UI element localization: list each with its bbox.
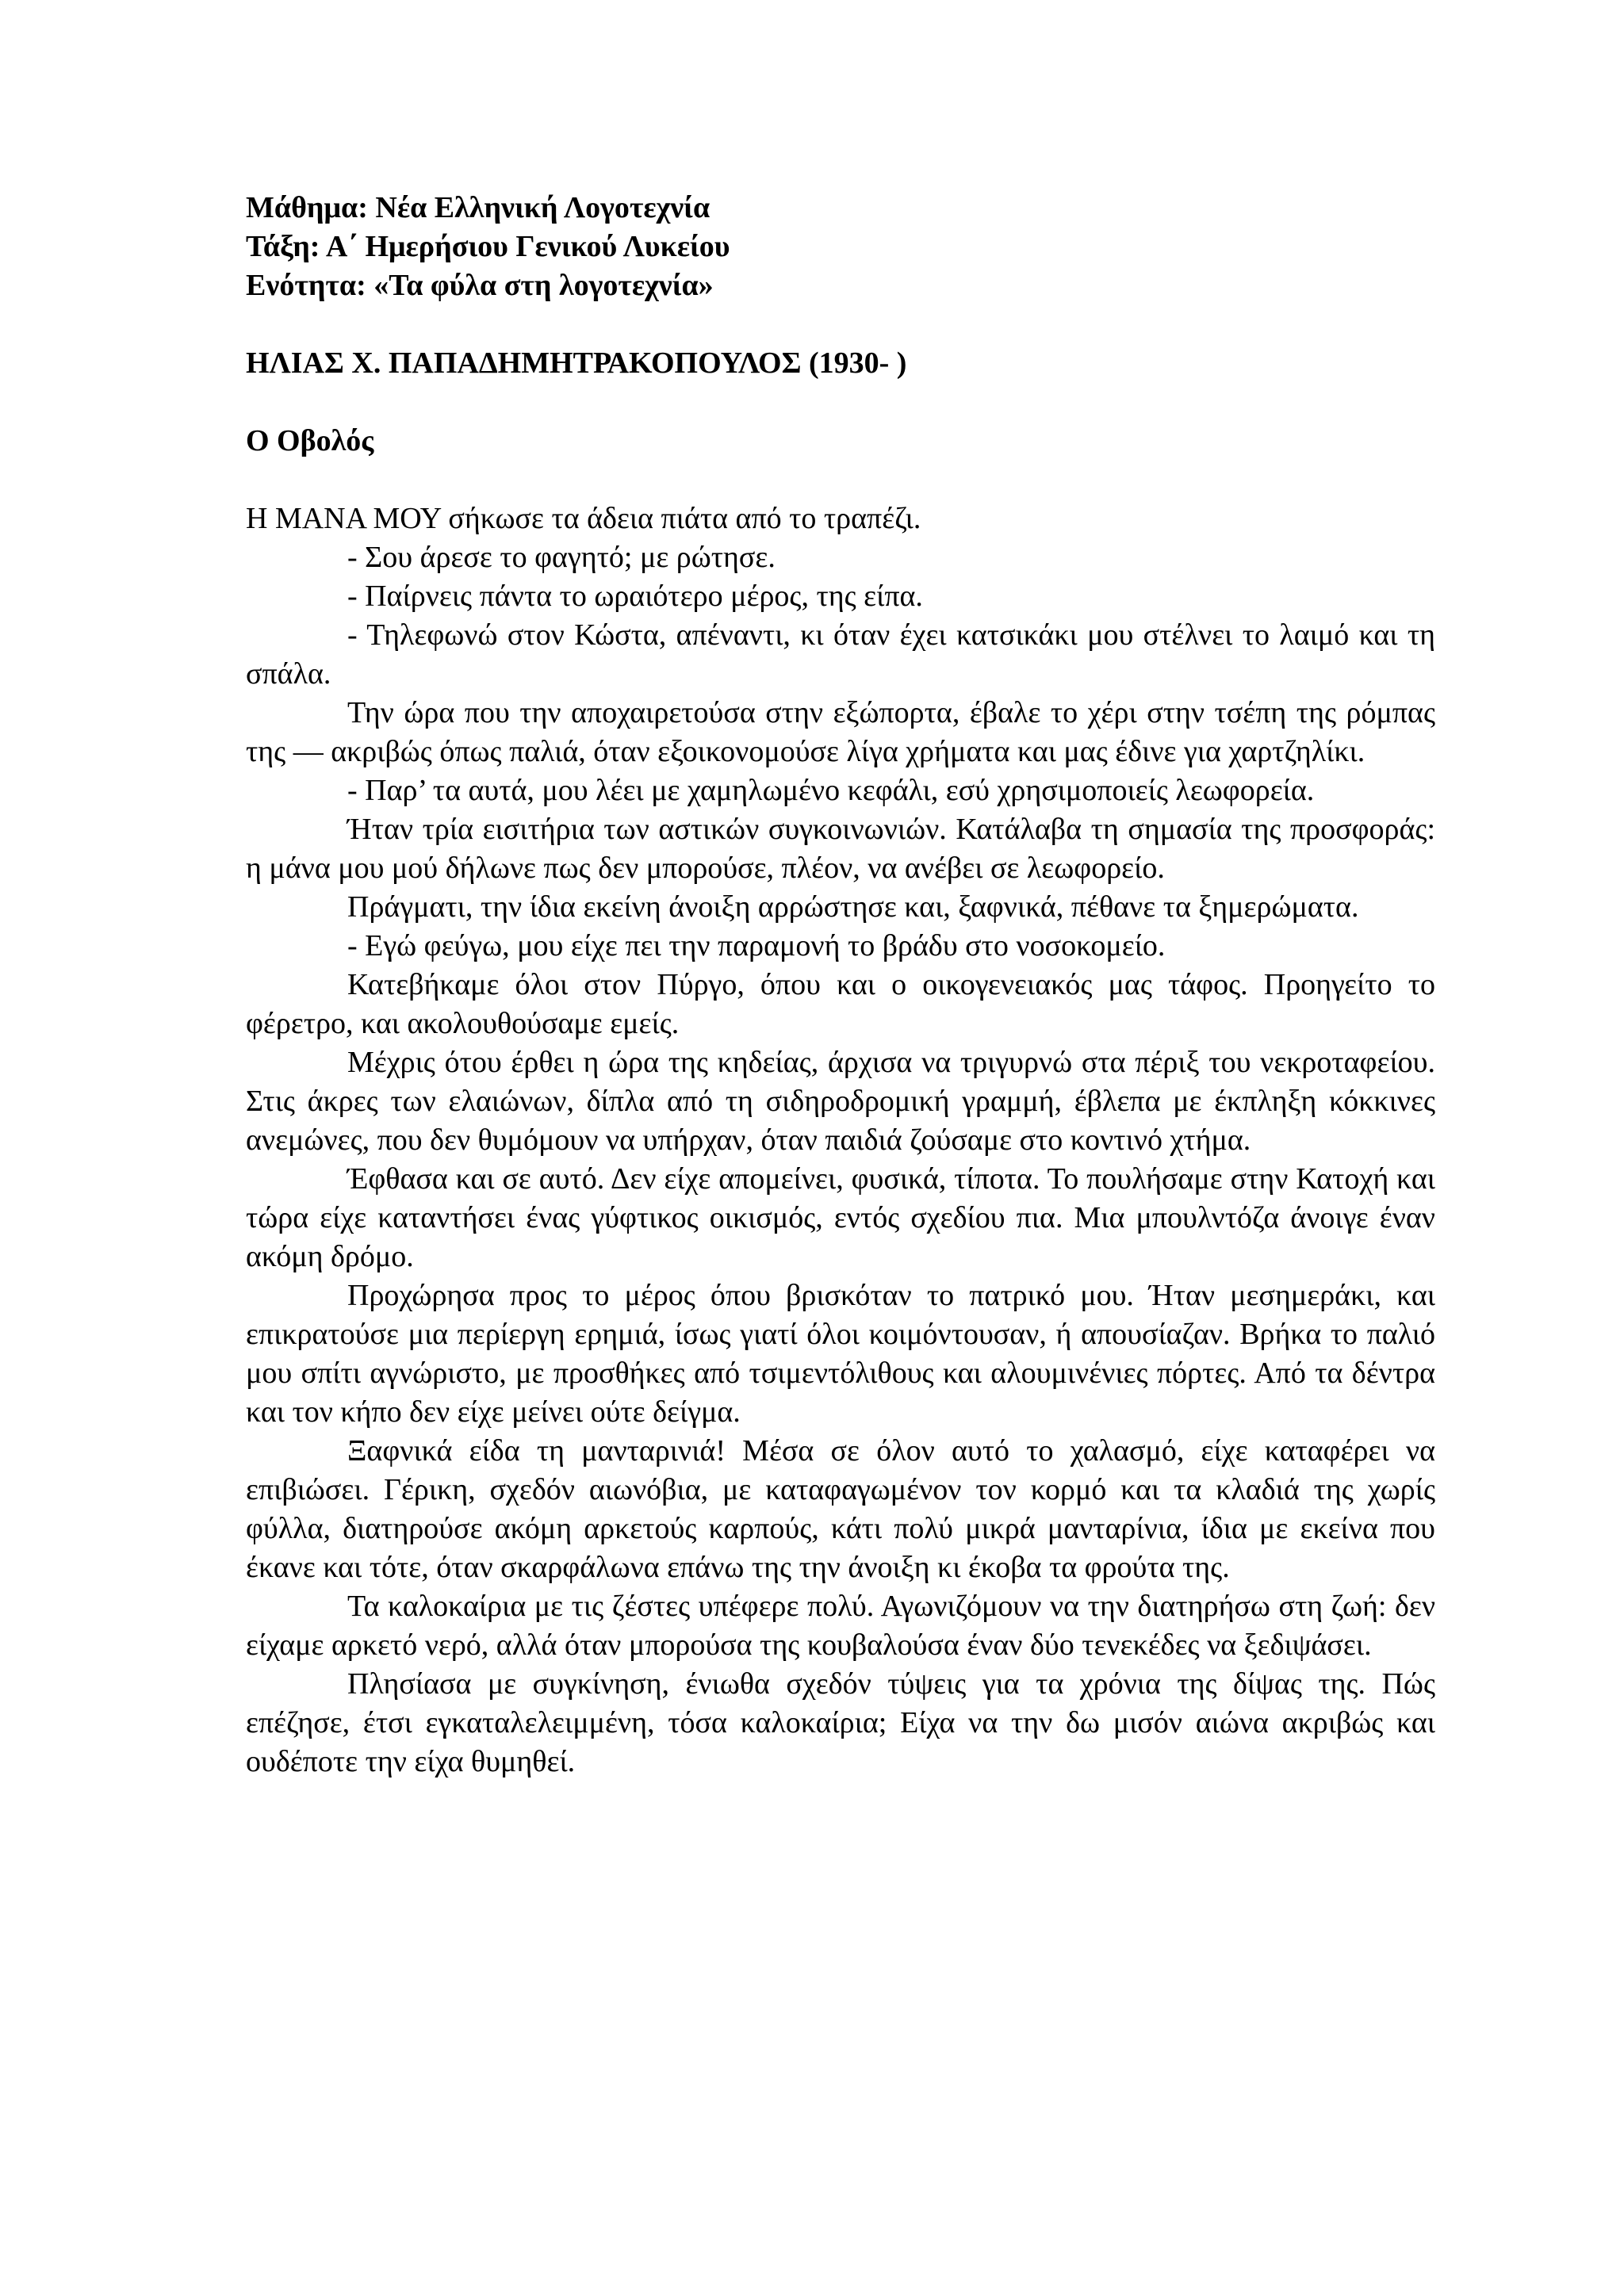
paragraph: Η ΜΑΝΑ ΜΟΥ σήκωσε τα άδεια πιάτα από το τραπέζι. xyxy=(246,502,921,535)
paragraph: - Σου άρεσε το φαγητό; με ρώτησε. xyxy=(347,541,776,574)
paragraph: Τα καλοκαίρια με τις ζέστες υπέφερε πολύ. Αγωνιζόμουν να την διατηρήσω στη ζωή: δεν είχαμε αρκετό νερό, αλλά όταν μπορούσα της κουβαλούσα έναν δύο τενεκέδες να ξεδιψάσει. xyxy=(246,1590,1435,1662)
course-unit: Ενότητα: «Τα φύλα στη λογοτεχνία» xyxy=(246,269,714,302)
course-class: Τάξη: Α΄ Ημερήσιου Γενικού Λυκείου xyxy=(246,230,730,263)
author-heading: ΗΛΙΑΣ Χ. ΠΑΠΑΔΗΜΗΤΡΑΚΟΠΟΥΛΟΣ (1930- ) xyxy=(246,346,907,380)
paragraph: - Εγώ φεύγω, μου είχε πει την παραμονή το βράδυ στο νοσοκομείο. xyxy=(347,929,1166,962)
story-title: Ο Οβολός xyxy=(246,424,374,457)
paragraph: Ήταν τρία εισιτήρια των αστικών συγκοινωνιών. Κατάλαβα τη σημασία της προσφοράς: η μάνα μου μού δήλωνε πως δεν μπορούσε, πλέον, να ανέβει σε λεωφορείο. xyxy=(246,813,1435,885)
paragraph: - Παίρνεις πάντα το ωραιότερο μέρος, της είπα. xyxy=(347,580,923,613)
document-page xyxy=(246,189,1435,1781)
paragraph: Μέχρις ότου έρθει η ώρα της κηδείας, άρχισα να τριγυρνώ στα πέριξ του νεκροταφείου. Στις άκρες των ελαιώνων, δίπλα από τη σιδηροδρομική γραμμή, έβλεπα με έκπληξη κόκκινες ανεμώνες, που δεν θυμόμουν να υπήρχαν, όταν παιδιά ζούσαμε στο κοντινό χτήμα. xyxy=(246,1046,1435,1157)
paragraph: Την ώρα που την αποχαιρετούσα στην εξώπορτα, έβαλε το χέρι στην τσέπη της ρόμπας της — ακριβώς όπως παλιά, όταν εξοικονομούσε λίγα χρήματα και μας έδινε για χαρτζηλίκι. xyxy=(246,696,1435,768)
story-body xyxy=(246,499,1435,1781)
course-header xyxy=(246,189,1435,305)
paragraph: - Τηλεφωνώ στον Κώστα, απέναντι, κι όταν έχει κατσικάκι μου στέλνει το λαιμό και τη σπάλα. xyxy=(246,618,1435,691)
paragraph: Πλησίασα με συγκίνηση, ένιωθα σχεδόν τύψεις για τα χρόνια της δίψας της. Πώς επέζησε, έτσι εγκαταλελειμμένη, τόσα καλοκαίρια; Είχα να την δω μισόν αιώνα ακριβώς και ουδέποτε την είχα θυμηθεί. xyxy=(246,1667,1435,1778)
paragraph: Πράγματι, την ίδια εκείνη άνοιξη αρρώστησε και, ξαφνικά, πέθανε τα ξημερώματα. xyxy=(347,890,1359,924)
course-subject: Μάθημα: Νέα Ελληνική Λογοτεχνία xyxy=(246,191,710,224)
paragraph: Έφθασα και σε αυτό. Δεν είχε απομείνει, φυσικά, τίποτα. Το πουλήσαμε στην Κατοχή και τώρα είχε καταντήσει ένας γύφτικος οικισμός, εντός σχεδίου πια. Μια μπουλντόζα άνοιγε έναν ακόμη δρόμο. xyxy=(246,1162,1435,1273)
paragraph: - Παρ’ τα αυτά, μου λέει με χαμηλωμένο κεφάλι, εσύ χρησιμοποιείς λεωφορεία. xyxy=(347,774,1315,807)
paragraph: Ξαφνικά είδα τη μανταρινιά! Μέσα σε όλον αυτό το χαλασμό, είχε καταφέρει να επιβιώσει. Γέρικη, σχεδόν αιωνόβια, με καταφαγωμένον τον κορμό και τα κλαδιά της χωρίς φύλλα, διατηρούσε ακόμη αρκετούς καρπούς, κάτι πολύ μικρά μανταρίνια, ίδια με εκείνα που έκανε και τότε, όταν σκαρφάλωνα επάνω της την άνοιξη κι έκοβα τα φρούτα της. xyxy=(246,1434,1435,1584)
paragraph: Προχώρησα προς το μέρος όπου βρισκόταν το πατρικό μου. Ήταν μεσημεράκι, και επικρατούσε μια περίεργη ερημιά, ίσως γιατί όλοι κοιμόντουσαν, ή απουσίαζαν. Βρήκα το παλιό μου σπίτι αγνώριστο, με προσθήκες από τσιμεντόλιθους και αλουμινένιες πόρτες. Από τα δέντρα και τον κήπο δεν είχε μείνει ούτε δείγμα. xyxy=(246,1279,1435,1429)
paragraph: Κατεβήκαμε όλοι στον Πύργο, όπου και ο οικογενειακός μας τάφος. Προηγείτο το φέρετρο, και ακολουθούσαμε εμείς. xyxy=(246,968,1435,1040)
